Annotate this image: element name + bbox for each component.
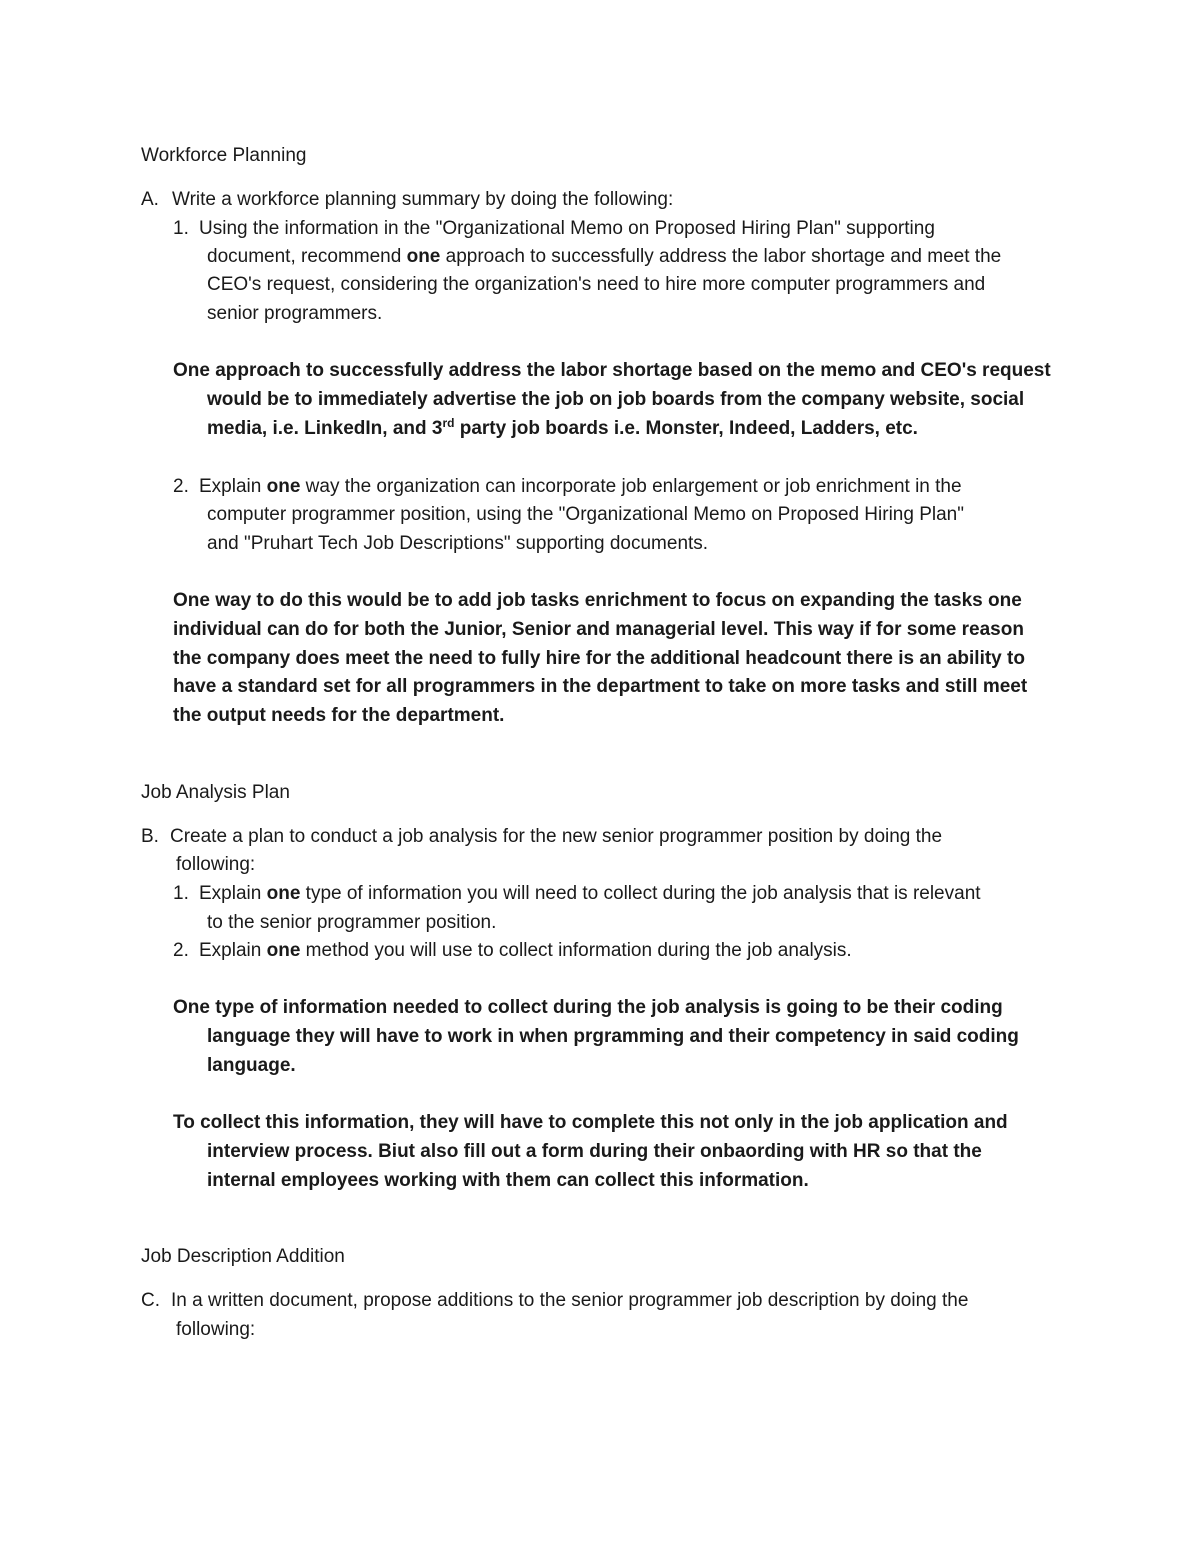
answer-b1-line: language they will have to work in when prgramming and their competency in said coding	[207, 1026, 1019, 1047]
section-heading-job-analysis-plan: Job Analysis Plan	[141, 782, 290, 803]
question-label-b2: 2.	[173, 940, 189, 961]
answer-a2-line: have a standard set for all programmers in the department to take on more tasks and still meet	[173, 676, 1028, 697]
answer-a1-line: would be to immediately advertise the job on job boards from the company website, social	[207, 389, 1025, 410]
question-a2-line: Explain one way the organization can incorporate job enlargement or job enrichment in the	[199, 476, 962, 497]
item-text-a: Write a workforce planning summary by doing the following:	[172, 189, 674, 210]
answer-a1-line: media, i.e. LinkedIn, and 3rd party job boards i.e. Monster, Indeed, Ladders, etc.	[207, 416, 918, 439]
question-label-a2: 2.	[173, 476, 189, 497]
question-label-b1: 1.	[173, 883, 189, 904]
item-text-b-line: following:	[176, 854, 256, 875]
section-heading-workforce-planning: Workforce Planning	[141, 145, 307, 166]
answer-a2-line: individual can do for both the Junior, Senior and managerial level. This way if for some reason	[173, 619, 1024, 640]
item-label-b: B.	[141, 826, 159, 847]
question-a1-line: document, recommend one approach to successfully address the labor shortage and meet the	[207, 246, 1002, 267]
question-a1-line: Using the information in the "Organizational Memo on Proposed Hiring Plan" supporting	[199, 218, 935, 239]
question-a1-line: CEO's request, considering the organization's need to hire more computer programmers and	[207, 274, 986, 295]
answer-a2-line: the output needs for the department.	[173, 705, 505, 726]
question-b1-line: Explain one type of information you will need to collect during the job analysis that is relevant	[199, 883, 981, 904]
answer-a1-line: One approach to successfully address the labor shortage based on the memo and CEO's request	[173, 360, 1051, 381]
answer-b2-line: To collect this information, they will have to complete this not only in the job application and	[173, 1112, 1008, 1133]
answer-b2-line: interview process. Biut also fill out a form during their onbaording with HR so that the	[207, 1141, 982, 1162]
answer-b2-line: internal employees working with them can collect this information.	[207, 1170, 809, 1191]
question-label-a1: 1.	[173, 218, 189, 239]
answer-a2-line: the company does meet the need to fully hire for the additional headcount there is an ability to	[173, 648, 1025, 669]
item-label-c: C.	[141, 1290, 160, 1311]
item-text-b-line: Create a plan to conduct a job analysis for the new senior programmer position by doing the	[170, 826, 943, 847]
item-text-c-line: following:	[176, 1319, 256, 1340]
question-a2-line: computer programmer position, using the "Organizational Memo on Proposed Hiring Plan"	[207, 504, 964, 525]
item-text-c-line: In a written document, propose additions to the senior programmer job description by doing the	[171, 1290, 969, 1311]
question-a1-line: senior programmers.	[207, 303, 383, 324]
question-b1-line: to the senior programmer position.	[207, 912, 497, 933]
section-heading-job-description-addition: Job Description Addition	[141, 1246, 345, 1267]
answer-b1-line: One type of information needed to collect during the job analysis is going to be their coding	[173, 997, 1003, 1018]
answer-b1-line: language.	[207, 1055, 296, 1076]
answer-a2-line: One way to do this would be to add job tasks enrichment to focus on expanding the tasks one	[173, 590, 1022, 611]
item-label-a: A.	[141, 189, 159, 210]
question-b2-line: Explain one method you will use to collect information during the job analysis.	[199, 940, 852, 961]
question-a2-line: and "Pruhart Tech Job Descriptions" supporting documents.	[207, 533, 709, 554]
